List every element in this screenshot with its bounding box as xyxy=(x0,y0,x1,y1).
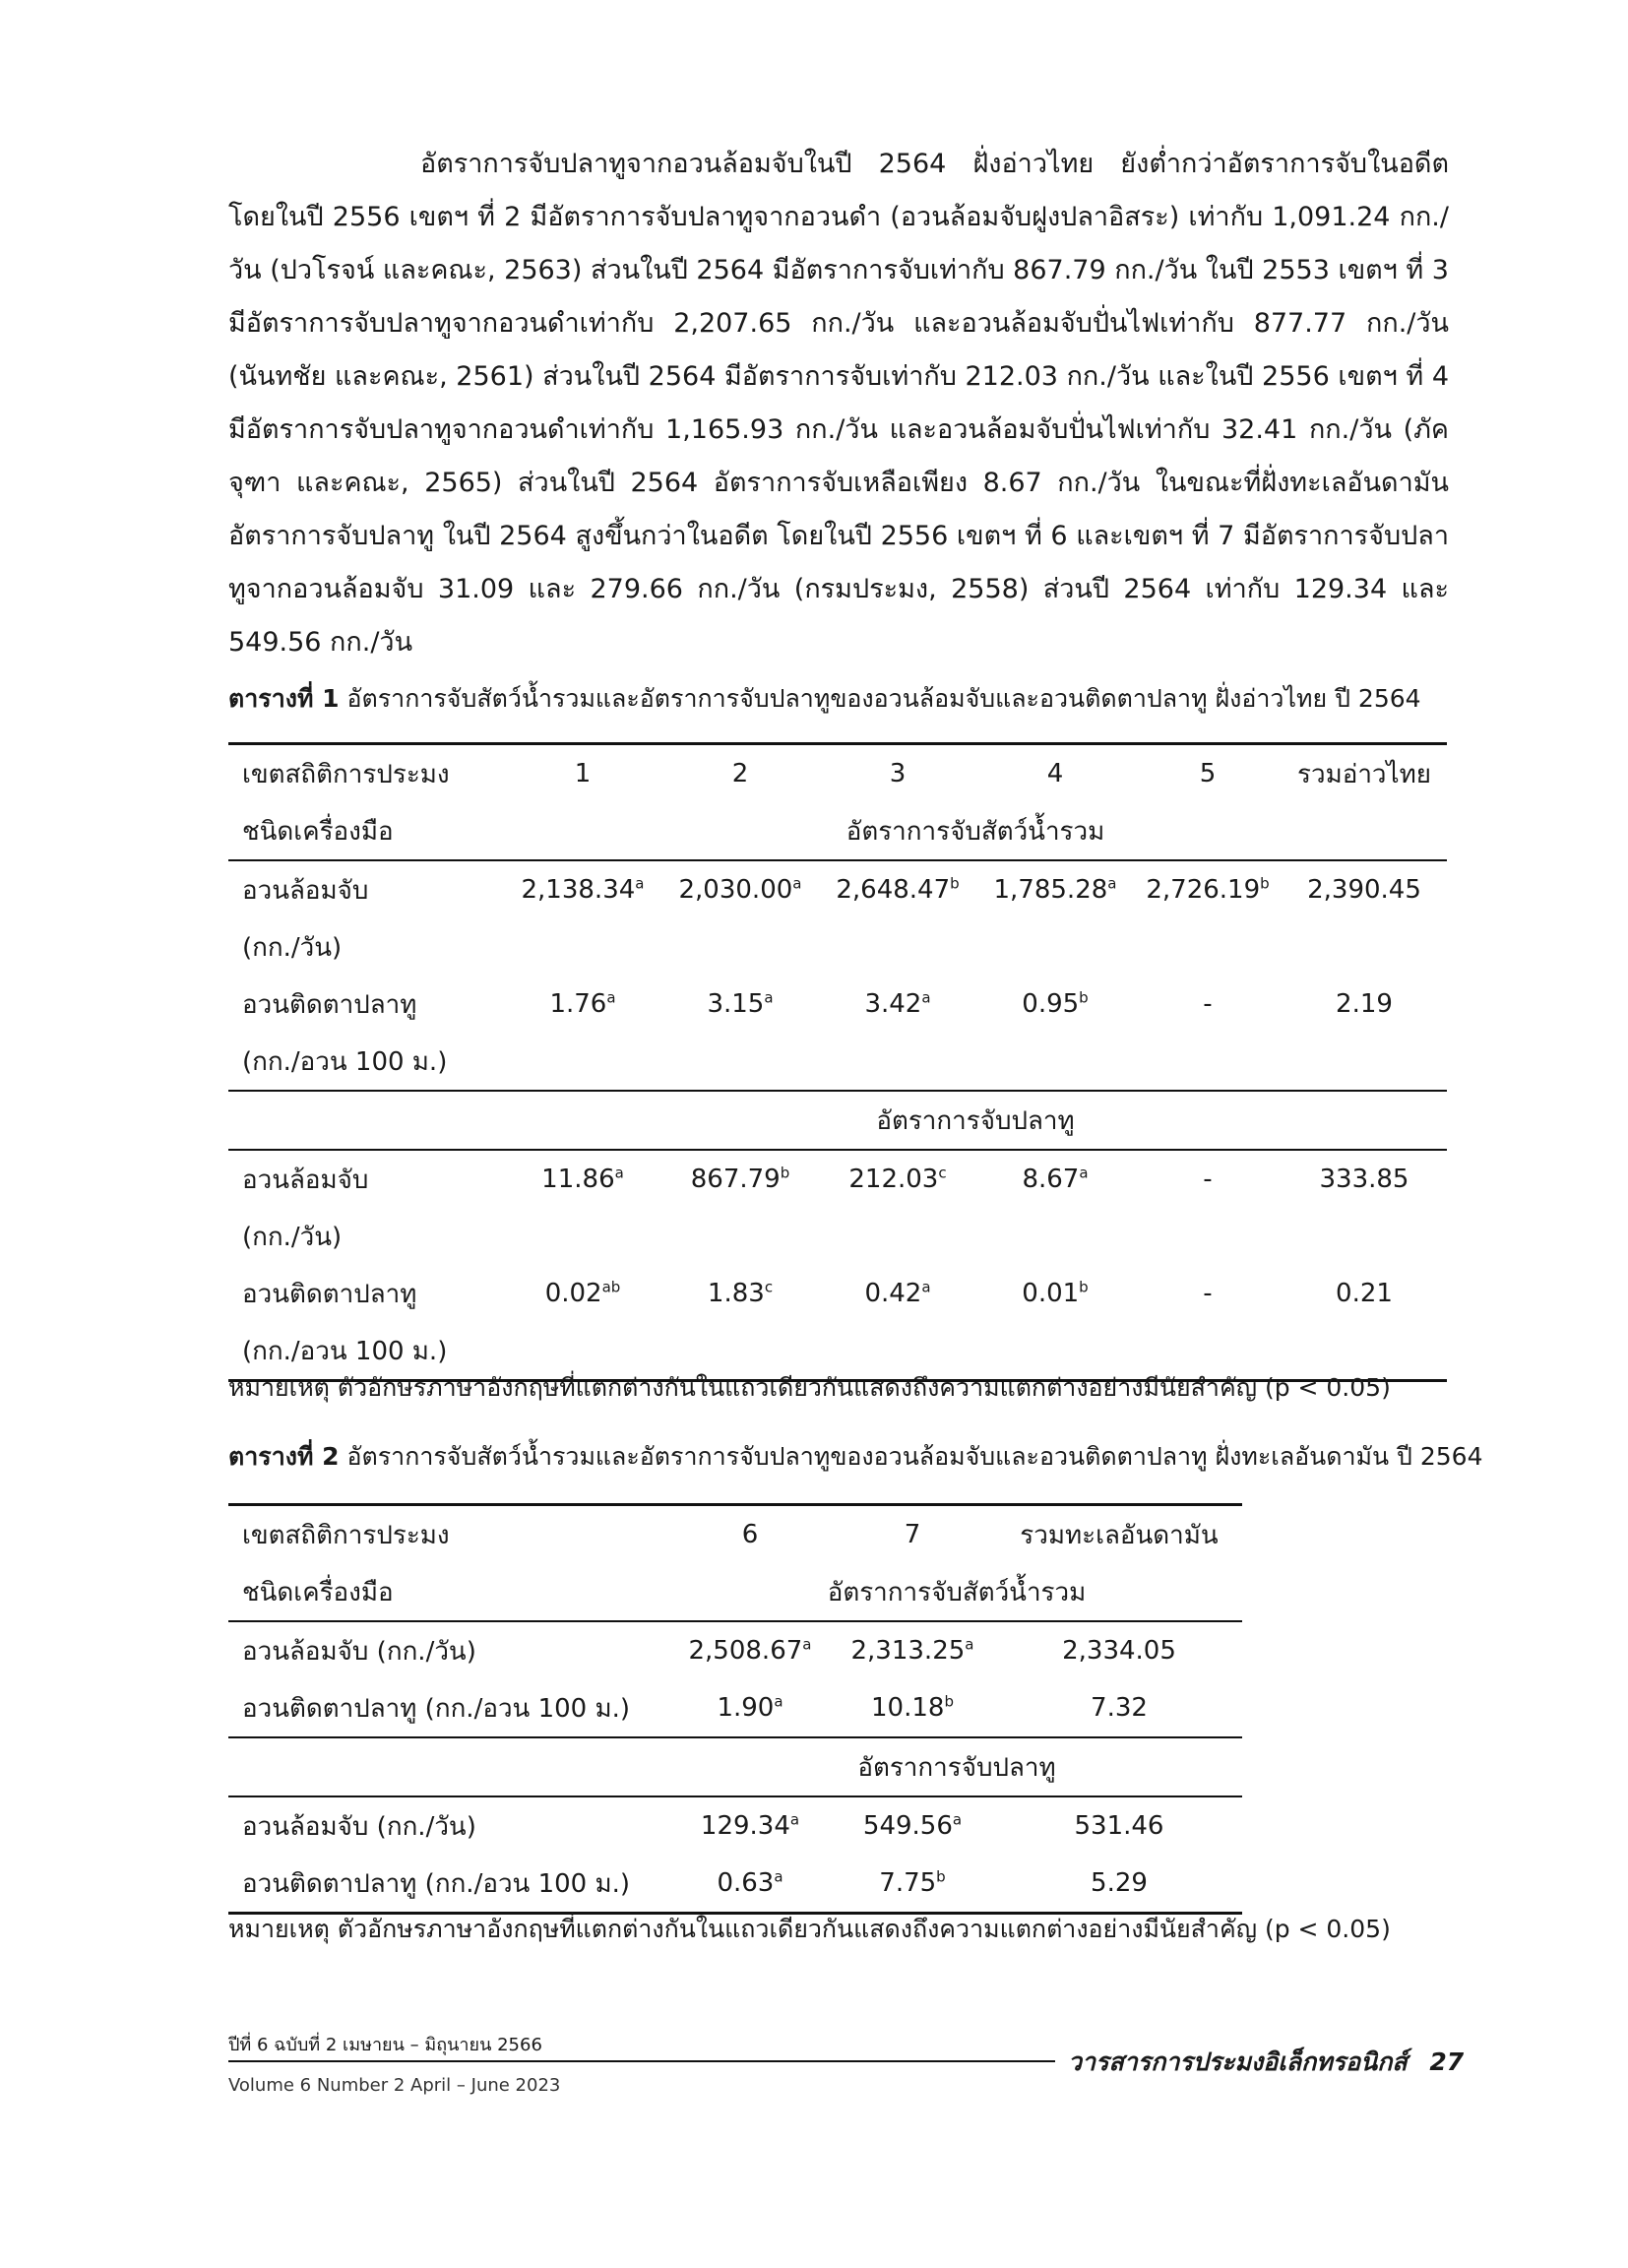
table1-section-row xyxy=(228,802,1447,860)
table-row xyxy=(228,1679,1242,1737)
row-label: อวนล้อมจับ (กก./วัน) xyxy=(228,1796,671,1855)
table-cell: 2,648.47$^b$ xyxy=(819,860,976,918)
table-cell: 2,138.34$^a$ xyxy=(504,860,661,918)
table-row xyxy=(228,976,1447,1033)
table-cell: 212.03$^c$ xyxy=(819,1150,976,1208)
journal-title: วารสารการประมงอิเล็กทรอนิกส์ xyxy=(1068,2048,1408,2076)
row-unit: (กก./วัน) xyxy=(242,1222,343,1252)
table-cell: 8.67$^a$ xyxy=(976,1150,1134,1208)
footer-journal xyxy=(1068,2043,1464,2082)
table2-header-row xyxy=(228,1505,1242,1564)
table2-header-cell: รวมทะเลอันดามัน xyxy=(996,1505,1242,1564)
table1-section-title: อัตราการจับปลาทู xyxy=(504,1091,1447,1150)
table-row xyxy=(228,1796,1242,1855)
footer-divider xyxy=(228,2060,1055,2062)
table2-section-title: อัตราการจับปลาทู xyxy=(671,1737,1242,1796)
table2-section-row xyxy=(228,1737,1242,1796)
table-cell: 2,390.45 xyxy=(1282,860,1447,918)
table1-header-cell: 3 xyxy=(819,744,976,803)
table-cell: - xyxy=(1203,989,1213,1019)
table1 xyxy=(228,742,1447,1382)
table-row xyxy=(228,860,1447,918)
table2-header-cell: 6 xyxy=(671,1505,829,1564)
table1-caption-label: ตารางที่ 1 xyxy=(228,684,340,713)
para-line: มีอัตราการจับปลาทูจากอวนดำเท่ากับ 2,207.65 กก./วัน และอวนล้อมจับปั่นไฟเท่ากับ 877.77 กก./วัน xyxy=(228,308,1449,339)
table1-header-cell: 2 xyxy=(661,744,819,803)
table1-header-cell: 4 xyxy=(976,744,1134,803)
para-line: โดยในปี 2556 เขตฯ ที่ 2 มีอัตราการจับปลาทูจากอวนดำ (อวนล้อมจับฝูงปลาอิสระ) เท่ากับ 1,091.24 กก./วัน xyxy=(228,202,1449,285)
para-line: และคณะ, 2565) ส่วนในปี 2564 อัตราการจับเหลือเพียง 8.67 กก./วัน ในขณะที่ฝั่งทะเลอันดามัน อัตราการจับปลาทู xyxy=(228,468,1449,551)
row-unit: (กก./อวน 100 ม.) xyxy=(242,1046,448,1077)
table-cell: 5.29 xyxy=(996,1855,1242,1914)
table2-caption xyxy=(228,1439,1482,1475)
table-cell: 867.79$^b$ xyxy=(661,1150,819,1208)
table-row xyxy=(228,1150,1447,1208)
row-label: อวนติดตาปลาทู xyxy=(242,989,417,1020)
table1-caption xyxy=(228,681,1421,717)
table2-header-cell: เขตสถิติการประมง xyxy=(228,1505,671,1564)
para-line: อัตราการจับปลาทูจากอวนล้อมจับในปี 2564 ฝั่งอ่าวไทย ยังต่ำกว่าอัตราการจับในอดีต xyxy=(420,149,1449,179)
table1-header-cell: 1 xyxy=(504,744,661,803)
table-cell: 2,030.00$^a$ xyxy=(661,860,819,918)
table-cell: 2,313.25$^a$ xyxy=(829,1621,996,1679)
table-row-unit xyxy=(228,1033,1447,1091)
table-cell: 10.18$^b$ xyxy=(871,1692,954,1723)
table-row xyxy=(228,1265,1447,1322)
table-cell: - xyxy=(1134,1150,1282,1208)
table1-note: หมายเหตุ ตัวอักษรภาษาอังกฤษที่แตกต่างกันในแถวเดียวกันแสดงถึงความแตกต่างอย่างมีนัยสำคัญ (p < 0.05) xyxy=(228,1373,1391,1402)
row-label: อวนติดตาปลาทู (กก./อวน 100 ม.) xyxy=(228,1855,671,1914)
para-line: (ปวโรจน์ และคณะ, 2563) ส่วนในปี 2564 มีอัตราการจับเท่ากับ 867.79 กก./วัน ในปี 2553 เขตฯ ที่ 3 xyxy=(270,255,1449,285)
table1-caption-text: อัตราการจับสัตว์น้ำรวมและอัตราการจับปลาทูของอวนล้อมจับและอวนติดตาปลาทู ฝั่งอ่าวไทย ปี 2564 xyxy=(346,684,1421,713)
table-cell: 531.46 xyxy=(996,1796,1242,1855)
row-label: อวนล้อมจับ xyxy=(228,1150,504,1208)
table1-header-cell: 5 xyxy=(1134,744,1282,803)
table2-caption-label: ตารางที่ 2 xyxy=(228,1442,340,1471)
page-number: 27 xyxy=(1429,2048,1465,2076)
table2 xyxy=(228,1503,1242,1915)
footer-issue-en: Volume 6 Number 2 April – June 2023 xyxy=(228,2075,561,2096)
table-row xyxy=(228,1855,1242,1914)
table-cell: 0.21 xyxy=(1336,1279,1393,1308)
table2-caption-text: อัตราการจับสัตว์น้ำรวมและอัตราการจับปลาทูของอวนล้อมจับและอวนติดตาปลาทู ฝั่งทะเลอันดามัน ปี 2564 xyxy=(346,1442,1483,1471)
row-unit: (กก./วัน) xyxy=(242,932,343,963)
table-cell: 1.76$^a$ xyxy=(549,988,616,1019)
table-row-unit xyxy=(228,1208,1447,1265)
table-cell: 7.75$^b$ xyxy=(829,1855,996,1914)
body-paragraph xyxy=(228,138,1449,669)
table-cell: 2.19 xyxy=(1336,989,1393,1019)
table-cell: 333.85 xyxy=(1282,1150,1447,1208)
table-cell: 2,726.19$^b$ xyxy=(1134,860,1282,918)
table-cell: 2,334.05 xyxy=(996,1621,1242,1679)
table-cell: 0.63$^a$ xyxy=(671,1855,829,1914)
table2-section-title: อัตราการจับสัตว์น้ำรวม xyxy=(827,1577,1087,1607)
table-cell: 0.95$^b$ xyxy=(1022,988,1089,1019)
row-label: อวนติดตาปลาทู xyxy=(242,1279,417,1309)
table-cell: 0.01$^b$ xyxy=(1022,1278,1089,1308)
para-line: ในปี 2564 สูงขึ้นกว่าในอดีต โดยในปี 2556 เขตฯ ที่ 6 และเขตฯ ที่ 7 มีอัตราการจับปลาทูจากอวนล้อมจับ xyxy=(228,521,1449,604)
row-label: อวนติดตาปลาทู (กก./อวน 100 ม.) xyxy=(242,1693,631,1724)
table-cell: 2,508.67$^a$ xyxy=(671,1621,829,1679)
table-row-unit xyxy=(228,918,1447,976)
table-cell: 1.83$^c$ xyxy=(707,1278,774,1308)
table2-note: หมายเหตุ ตัวอักษรภาษาอังกฤษที่แตกต่างกันในแถวเดียวกันแสดงถึงความแตกต่างอย่างมีนัยสำคัญ (p < 0.05) xyxy=(228,1915,1391,1943)
table1-header-cell: รวมอ่าวไทย xyxy=(1282,744,1447,803)
row-unit: (กก./อวน 100 ม.) xyxy=(228,1322,504,1381)
table-cell: 129.34$^a$ xyxy=(671,1796,829,1855)
table-cell: 11.86$^a$ xyxy=(504,1150,661,1208)
table-cell: 1,785.28$^a$ xyxy=(976,860,1134,918)
table1-section-title: อัตราการจับสัตว์น้ำรวม xyxy=(845,816,1105,847)
table1-header-cell: เขตสถิติการประมง xyxy=(228,744,504,803)
table2-section-row xyxy=(228,1563,1242,1621)
table-row xyxy=(228,1621,1242,1679)
row-label: อวนล้อมจับ (กก./วัน) xyxy=(228,1621,671,1679)
row-label: อวนล้อมจับ xyxy=(228,860,504,918)
table1-section-row xyxy=(228,1091,1447,1150)
table-cell: 7.32 xyxy=(1091,1693,1148,1723)
table2-header-cell: 7 xyxy=(829,1505,996,1564)
para-line: (นันทชัย และคณะ, 2561) ส่วนในปี 2564 มีอัตราการจับเท่ากับ 212.03 กก./วัน และในปี 2556 เขตฯ ที่ 4 xyxy=(228,361,1449,392)
para-line: 31.09 และ 279.66 กก./วัน (กรมประมง, 2558) ส่วนปี 2564 เท่ากับ 129.34 และ 549.56 กก./วัน xyxy=(228,574,1449,658)
table-cell: 3.15$^a$ xyxy=(707,988,774,1019)
table1-header-row xyxy=(228,744,1447,803)
footer-issue-th: ปีที่ 6 ฉบับที่ 2 เมษายน – มิถุนายน 2566 xyxy=(228,2035,542,2055)
table-cell: 0.42$^a$ xyxy=(864,1278,931,1308)
table1-gear-label: ชนิดเครื่องมือ xyxy=(242,816,394,847)
table-cell: 549.56$^a$ xyxy=(829,1796,996,1855)
table-cell: 1.90$^a$ xyxy=(717,1692,783,1723)
table-cell: 0.02$^{ab}$ xyxy=(544,1278,621,1308)
table-cell: - xyxy=(1203,1279,1213,1308)
table2-gear-label: ชนิดเครื่องมือ xyxy=(242,1577,394,1607)
para-line: มีอัตราการจับปลาทูจากอวนดำเท่ากับ 1,165.93 กก./วัน และอวนล้อมจับปั่นไฟเท่ากับ 32.41 กก./วัน (ภัคจุฑา xyxy=(228,414,1449,498)
table-cell: 3.42$^a$ xyxy=(864,988,931,1019)
